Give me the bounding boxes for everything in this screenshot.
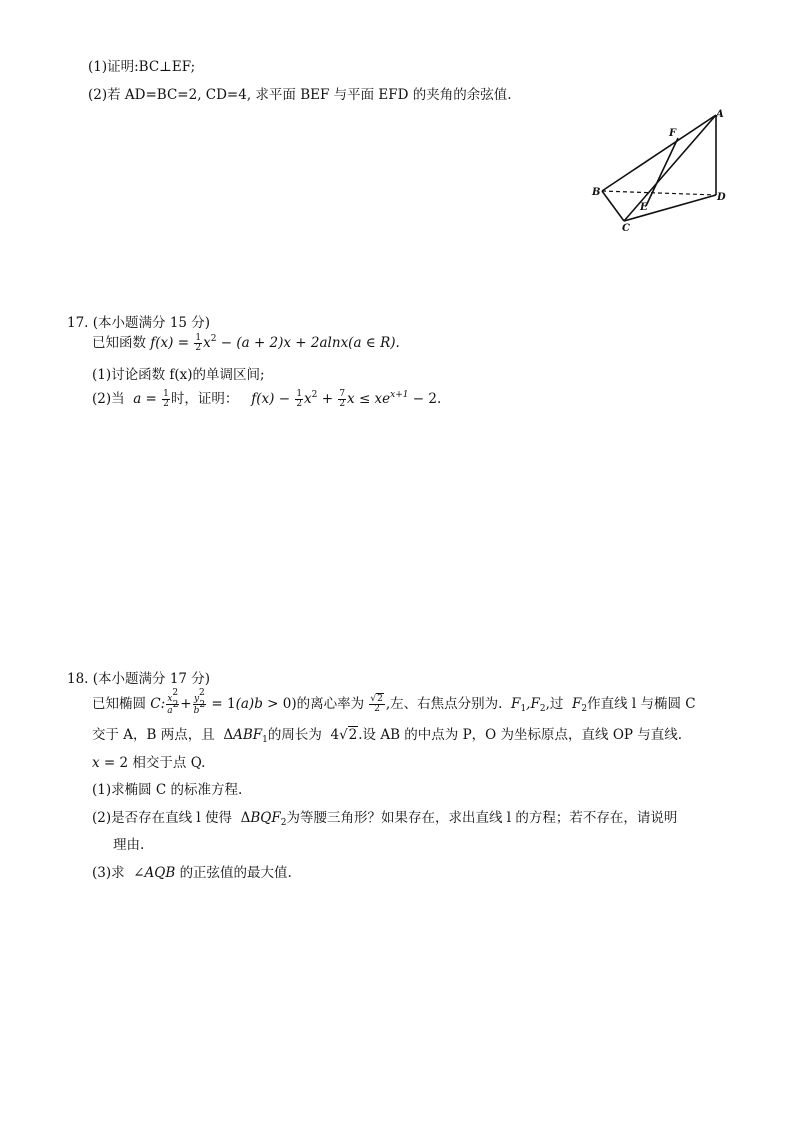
p18-row3-text: 相交于点 Q. — [132, 755, 206, 771]
p18-sub2-cont: 理由. — [113, 837, 145, 853]
label-D: D — [717, 192, 726, 203]
edge-BC — [602, 191, 624, 221]
p18-foci-symbols: $F_1,F_2$ — [506, 696, 546, 714]
edge-BD-hidden — [602, 191, 716, 195]
p18-triangle-abf1: $\Delta ABF_1$ — [223, 727, 268, 745]
p18-row3 — [92, 754, 205, 772]
p16-sub1: (1)证明:BC⊥EF; — [88, 59, 196, 75]
p17-a-value: a = $\frac{1}{2}$ — [128, 389, 169, 409]
p17-inequality: f(x) − $\frac{1}{2}$ $x^2$ + $\frac{7}{2}$ $x \le xe^{x+1} - 2$. — [242, 389, 442, 409]
p18-row2-c: .设 AB 的中点为 P，O 为坐标原点，直线 OP 与直线. — [358, 727, 683, 743]
p18-sub3-b: 的正弦值的最大值. — [179, 865, 292, 881]
p18-eccentricity-text: 的离心率为 — [296, 696, 365, 712]
label-B: B — [592, 187, 601, 198]
p18-sub2-a: (2)是否存在直线 l 使得 — [92, 810, 233, 826]
label-F: F — [669, 128, 677, 139]
p17-sub2-mid: 时，证明： — [170, 391, 239, 407]
p18-sub1: (1)求椭圆 C 的标准方程. — [92, 782, 243, 798]
p18-angle-aqb: ∠AQB — [133, 865, 180, 881]
tetrahedron-figure — [588, 104, 738, 236]
p18-sub2-b: 为等腰三角形？如果存在，求出直线 l 的方程；若不存在，请说明 — [286, 810, 678, 826]
p18-eccentricity-value: $\frac{√2}{2}$ — [370, 694, 383, 714]
edge-CD — [624, 195, 716, 221]
p18-row2 — [92, 726, 682, 744]
p17-sub1: (1)讨论函数 f(x)的单调区间; — [92, 367, 265, 383]
p18-focus-f2: $F_2$ — [567, 696, 588, 714]
p18-sub3-a: (3)求 — [92, 865, 125, 881]
p18-line-x2: x = 2 — [92, 755, 129, 771]
p18-ellipse-equation: C: $\frac{x^2}{a^2}$ + $\frac{y^2}{b^2}$ = 1(a)b > 0) — [150, 688, 297, 716]
label-E: E — [640, 202, 648, 213]
label-A: A — [716, 109, 724, 120]
p17-intro — [92, 334, 400, 353]
segment-EF — [646, 138, 678, 206]
p18-intro — [92, 688, 696, 716]
p17-function-formula: f(x) = $\frac{1}{2}$ $x^2 - (a + 2)x + 2alnx(a$ ∈ R). — [150, 333, 400, 353]
p17-sub2-prefix: (2)当 — [92, 391, 125, 407]
p18-line-text: 作直线 l 与椭圆 C — [587, 696, 696, 712]
p18-row2-a: 交于 A，B 两点，且 — [92, 727, 215, 743]
p18-triangle-bqf2: $\Delta BQF_2$ — [240, 810, 287, 828]
label-C: C — [622, 223, 630, 234]
p18-foci-text: ,左、右焦点分别为. — [385, 696, 503, 712]
p18-perimeter-value: 4√2 — [326, 727, 358, 743]
p18-row2-b: 的周长为 — [267, 727, 322, 743]
p17-sub2 — [92, 390, 441, 409]
p17-intro-prefix: 已知函数 — [92, 335, 146, 351]
p18-intro-prefix: 已知椭圆 — [92, 696, 146, 712]
p17-header: 17. (本小题满分 15 分) — [67, 315, 211, 331]
p16-sub2: (2)若 AD=BC=2, CD=4, 求平面 BEF 与平面 EFD 的夹角的余弦值. — [88, 87, 512, 103]
p18-sub2 — [92, 809, 677, 827]
p18-header: 18. (本小题满分 17 分) — [67, 671, 211, 687]
p18-sub3 — [92, 864, 292, 882]
p18-foci-text2: ,过 — [545, 696, 564, 712]
